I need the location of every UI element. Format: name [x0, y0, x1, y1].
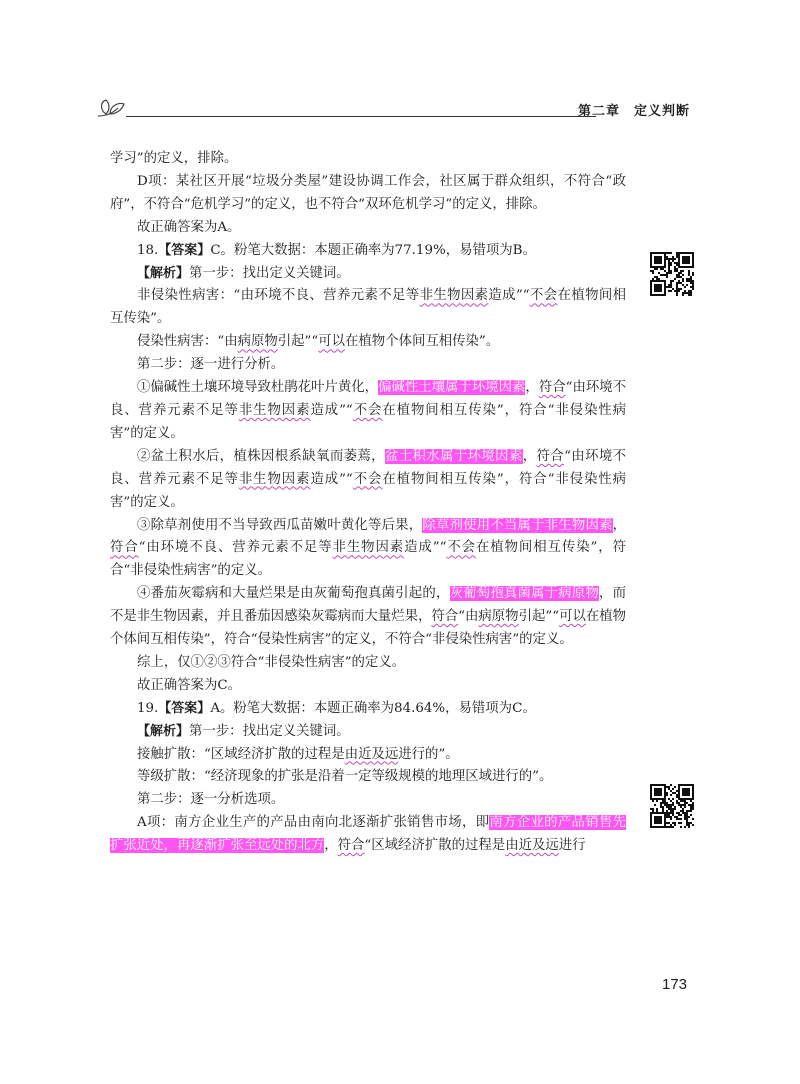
running-header: [96, 92, 716, 128]
keyword: 病原物: [237, 334, 278, 350]
keyword: 病原物: [478, 609, 519, 625]
question-number: 18.: [137, 242, 159, 258]
paragraph: 第二步：逐一进行分析。: [137, 357, 285, 373]
keyword: 不会: [529, 288, 558, 304]
analysis-item: ④番茄灰霉病和大量烂果是由灰葡萄孢真菌引起的，灰葡萄孢真菌属于病原物，而不是非生物因素，并且番茄因感染灰霉病而大量烂果，符合“由病原物引起”“可以在植物个体间互相传染”，符合“侵染性病害”的定义，不符合“非侵染性病害”的定义。: [110, 586, 627, 648]
header-rule: [126, 116, 596, 117]
keyword: 符合: [110, 540, 139, 556]
keyword: 可以: [559, 609, 586, 625]
highlight: 南方企业的产品销售先扩张近处，再逐渐扩张至远处的北方: [110, 815, 627, 854]
paragraph: D项：某社区开展“垃圾分类屋”建设协调工作会，社区属于群众组织，不符合“政府”，不符合“危机学习”的定义，也不符合“双环危机学习”的定义，排除。: [110, 173, 626, 212]
answer-tag: 【答案】: [158, 242, 211, 258]
paragraph: 故正确答案为A。: [137, 219, 241, 235]
definition-line: 非侵染性病害：“由环境不良、营养元素不足等非生物因素造成”“不会在植物间相互传染”。: [110, 288, 627, 327]
paragraph: 等级扩散：“经济现象的扩张是沿着一定等级规模的地理区域进行的”。: [137, 769, 553, 785]
paragraph: 第二步：逐一分析选项。: [137, 792, 285, 808]
analysis-item: ③除草剂使用不当导致西瓜苗嫩叶黄化等后果，除草剂使用不当属于非生物因素，符合“由环境不良、营养元素不足等非生物因素造成”“不会在植物间相互传染”，符合“非侵染性病害”的定义。: [110, 517, 627, 579]
keyword: 不会: [352, 471, 383, 487]
keyword: 符合: [431, 609, 459, 625]
keyword: 非生物因素: [419, 288, 489, 304]
analysis-item: A项：南方企业生产的产品由南向北逐渐扩张销售市场，即南方企业的产品销售先扩张近处，再逐渐扩张至远处的北方，符合“区域经济扩散的过程是由近及远进行: [110, 815, 627, 854]
paragraph: 综上，仅①②③符合“非侵染性病害”的定义。: [137, 654, 406, 670]
keyword: 符合: [536, 448, 565, 464]
question-number: 19.: [137, 700, 159, 716]
keyword: 不会: [352, 402, 383, 418]
qr-code-icon[interactable]: [650, 252, 694, 296]
highlight: 灰葡萄孢真菌属于病原物: [449, 586, 600, 602]
analysis-item: ②盆土积水后，植株因根系缺氧而萎蔫，盆土积水属于环境因素，符合“由环境不良、营养元素不足等非生物因素造成”“不会在植物间相互传染”，符合“非侵染性病害”的定义。: [110, 448, 627, 510]
paragraph: 学习”的定义，排除。: [110, 151, 238, 166]
keyword: 非生物因素: [332, 540, 405, 556]
paragraph: 故正确答案为C。: [137, 677, 241, 693]
analysis-line: 【解析】第一步：找出定义关键词。: [137, 265, 350, 281]
highlight: 盆土积水属于环境因素: [384, 448, 523, 464]
keyword: 可以: [318, 334, 346, 350]
analysis-item: ①偏碱性土壤环境导致杜鹃花叶片黄化，偏碱性土壤属于环境因素，符合“由环境不良、营养元素不足等非生物因素造成”“不会在植物间相互传染”，符合“非侵染性病害”的定义。: [110, 380, 627, 441]
highlight: 偏碱性土壤属于环境因素: [378, 380, 526, 396]
chapter-title: 第二章 定义判断: [577, 104, 690, 119]
q19-answer-line: [110, 698, 626, 721]
keyword: 非生物因素: [238, 402, 311, 418]
keyword: 由近及远: [505, 838, 559, 854]
analysis-tag: 【解析】: [137, 265, 190, 281]
qr-code-icon[interactable]: [650, 784, 694, 828]
keyword: 不会: [446, 540, 476, 556]
keyword: 非生物因素: [238, 471, 311, 487]
answer-tag: 【答案】: [158, 700, 211, 716]
analysis-line: 【解析】第一步：找出定义关键词。: [137, 723, 350, 739]
answer-text: A。粉笔大数据：本题正确率为84.64%，易错项为C。: [210, 700, 536, 716]
definition-line: 侵染性病害：“由病原物引起”“可以在植物个体间互相传染”。: [137, 334, 500, 350]
page-number: 173: [662, 976, 688, 993]
page-body: [110, 148, 626, 858]
leaf-ornament-icon: [96, 96, 130, 120]
keyword: 符合: [337, 838, 365, 854]
highlight: 除草剂使用不当属于非生物因素: [422, 517, 613, 533]
keyword: 符合: [538, 380, 566, 396]
keyword: 由近及远: [344, 746, 399, 762]
q18-answer-line: [110, 240, 626, 263]
analysis-tag: 【解析】: [137, 723, 190, 739]
answer-text: C。粉笔大数据：本题正确率为77.19%，易错项为B。: [210, 242, 536, 258]
definition-line: 接触扩散：“区域经济扩散的过程是由近及远进行的”。: [137, 746, 459, 762]
